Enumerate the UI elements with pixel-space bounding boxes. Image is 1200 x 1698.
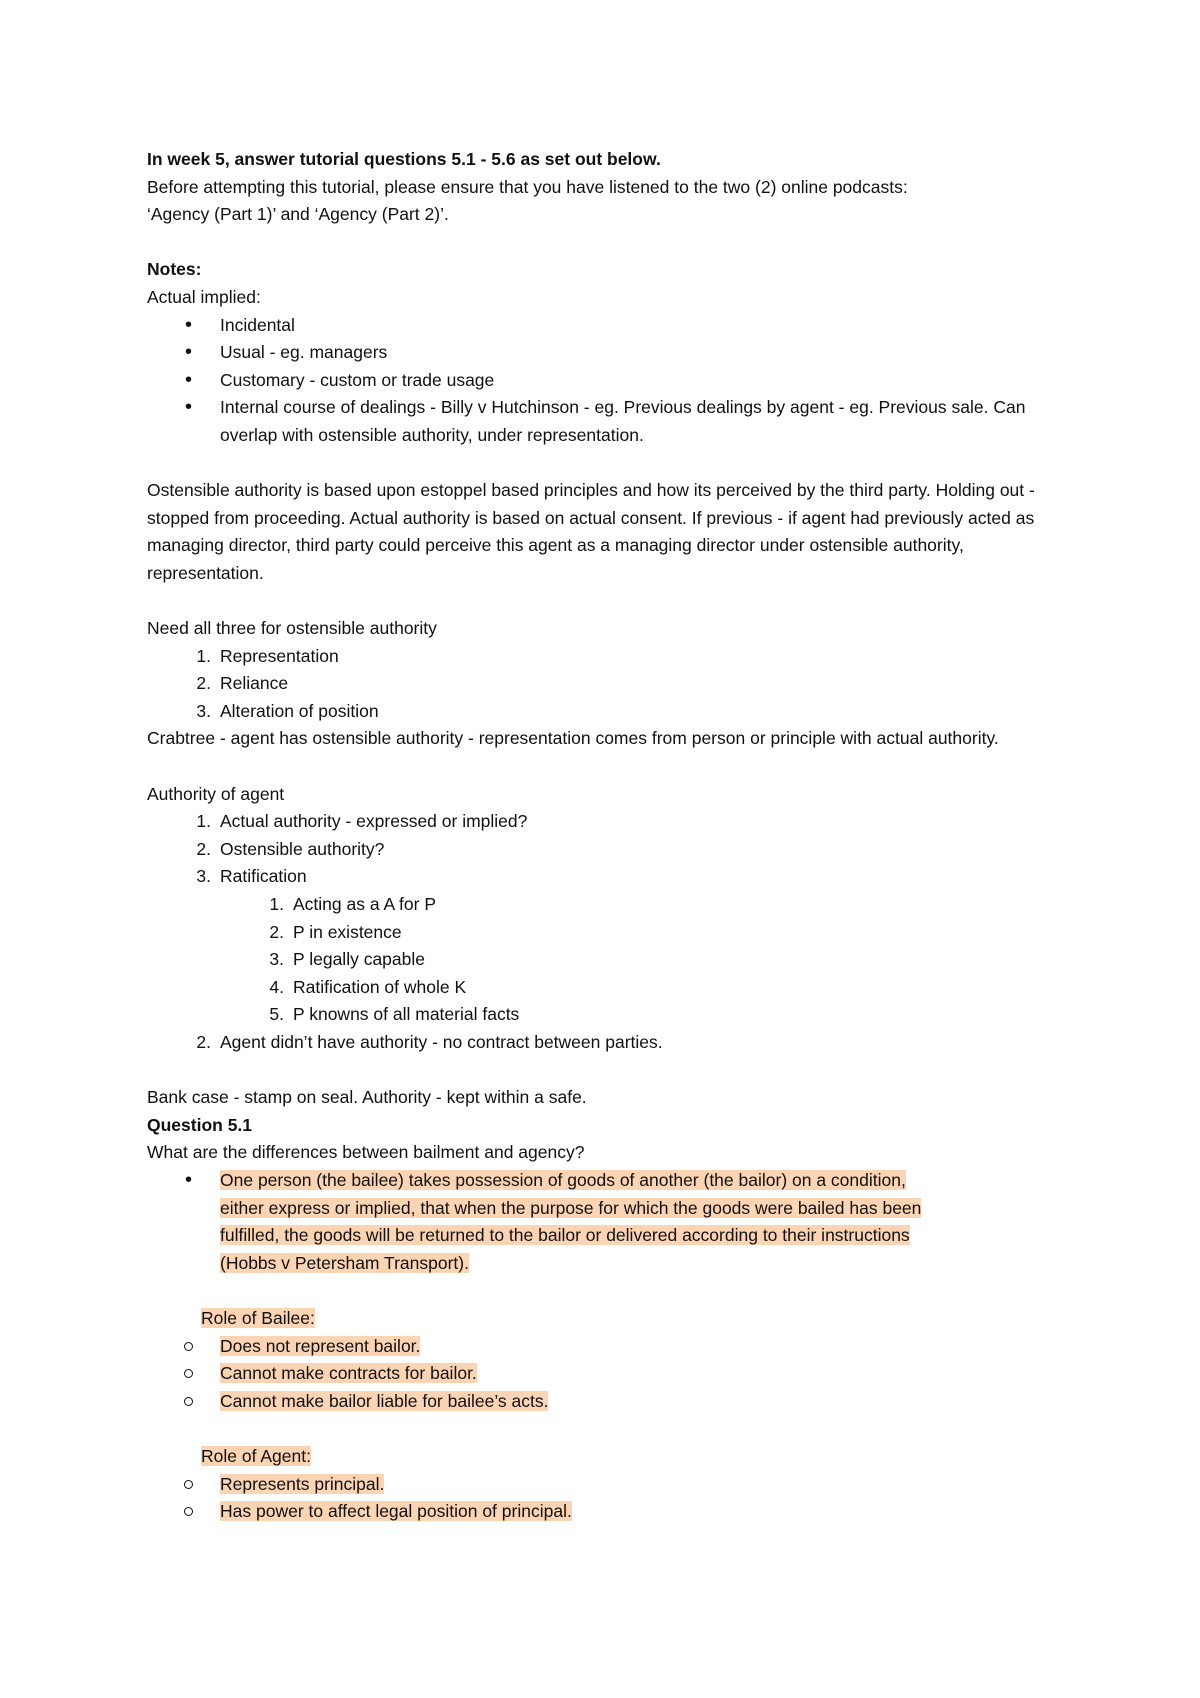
circle-bullet-icon	[184, 1480, 193, 1489]
notes-heading: Notes:	[147, 259, 202, 280]
crabtree-note: Crabtree - agent has ostensible authority - representation comes from person or principle with actual authority.	[147, 728, 999, 749]
list-item: 2. Reliance	[196, 673, 289, 694]
bullet-icon: •	[185, 341, 193, 364]
answer-text: One person (the bailee) takes possession of goods of another (the bailor) on a condition,	[220, 1169, 906, 1190]
circle-bullet-icon	[184, 1397, 193, 1406]
question-prompt: What are the differences between bailment and agency?	[147, 1142, 585, 1163]
bullet-icon: •	[185, 368, 193, 391]
list-item: Represents principal.	[147, 1471, 1067, 1499]
list-item: 3. Alteration of position	[196, 700, 379, 721]
need-three-title: Need all three for ostensible authority	[147, 618, 437, 639]
bailee-role-title: Role of Bailee:	[201, 1307, 315, 1328]
list-item: 1. Representation	[196, 645, 339, 666]
list-item: Does not represent bailor.	[147, 1333, 1067, 1361]
list-item: 5. P knowns of all material facts	[269, 1004, 520, 1025]
document-body	[147, 146, 1067, 1526]
ostensible-paragraph: Ostensible authority is based upon estoppel based principles and how its perceived by the third party. Holding out - stopped from proceeding. Actual authority is based on actual consent. If previous - if agent had previously acted as managing director, third party could perceive this agent as a managing director under ostensible authority, representation.	[147, 480, 1035, 583]
bank-case-note: Bank case - stamp on seal. Authority - kept within a safe.	[147, 1087, 587, 1108]
list-item: • Internal course of dealings - Billy v Hutchinson - eg. Previous dealings by agent - eg. Previous sale. Can overlap with ostensible authority, under representation.	[185, 396, 1026, 445]
list-item: 2. Ostensible authority?	[196, 838, 385, 859]
list-item: 1. Actual authority - expressed or implied?	[196, 811, 528, 832]
list-item: 2. P in existence	[269, 921, 402, 942]
list-item: 1. Acting as a A for P	[269, 894, 436, 915]
intro-line: ‘Agency (Part 1)’ and ‘Agency (Part 2)’.	[147, 204, 449, 225]
answer-item	[147, 1167, 1067, 1277]
list-item: • Usual - eg. managers	[185, 341, 388, 364]
intro-line: Before attempting this tutorial, please ensure that you have listened to the two (2) online podcasts:	[147, 176, 908, 197]
circle-bullet-icon	[184, 1369, 193, 1378]
bullet-icon: •	[185, 1168, 193, 1191]
answer-text: fulfilled, the goods will be returned to the bailor or delivered according to their instructions	[220, 1225, 910, 1246]
intro-heading: In week 5, answer tutorial questions 5.1 - 5.6 as set out below.	[147, 149, 661, 169]
bullet-icon: •	[185, 396, 193, 419]
answer-text: either express or implied, that when the purpose for which the goods were bailed has been	[220, 1197, 922, 1218]
list-item: 3. Ratification	[196, 866, 307, 887]
authority-title: Authority of agent	[147, 783, 285, 804]
list-item: Has power to affect legal position of principal.	[147, 1498, 1067, 1526]
bullet-icon: •	[185, 313, 193, 336]
circle-bullet-icon	[184, 1507, 193, 1516]
list-item: • Incidental	[185, 313, 295, 336]
implied-title: Actual implied:	[147, 286, 261, 307]
list-item: • Customary - custom or trade usage	[185, 368, 495, 391]
list-item: 2. Agent didn’t have authority - no contract between parties.	[196, 1032, 663, 1052]
agent-role-title: Role of Agent:	[201, 1445, 311, 1466]
circle-bullet-icon	[184, 1342, 193, 1351]
list-item: Cannot make contracts for bailor.	[147, 1360, 1067, 1388]
question-heading: Question 5.1	[147, 1114, 253, 1135]
list-item: 3. P legally capable	[269, 949, 425, 970]
list-item: 4. Ratification of whole K	[269, 976, 467, 997]
list-item: Cannot make bailor liable for bailee’s acts.	[147, 1388, 1067, 1416]
answer-text: (Hobbs v Petersham Transport).	[220, 1252, 469, 1273]
